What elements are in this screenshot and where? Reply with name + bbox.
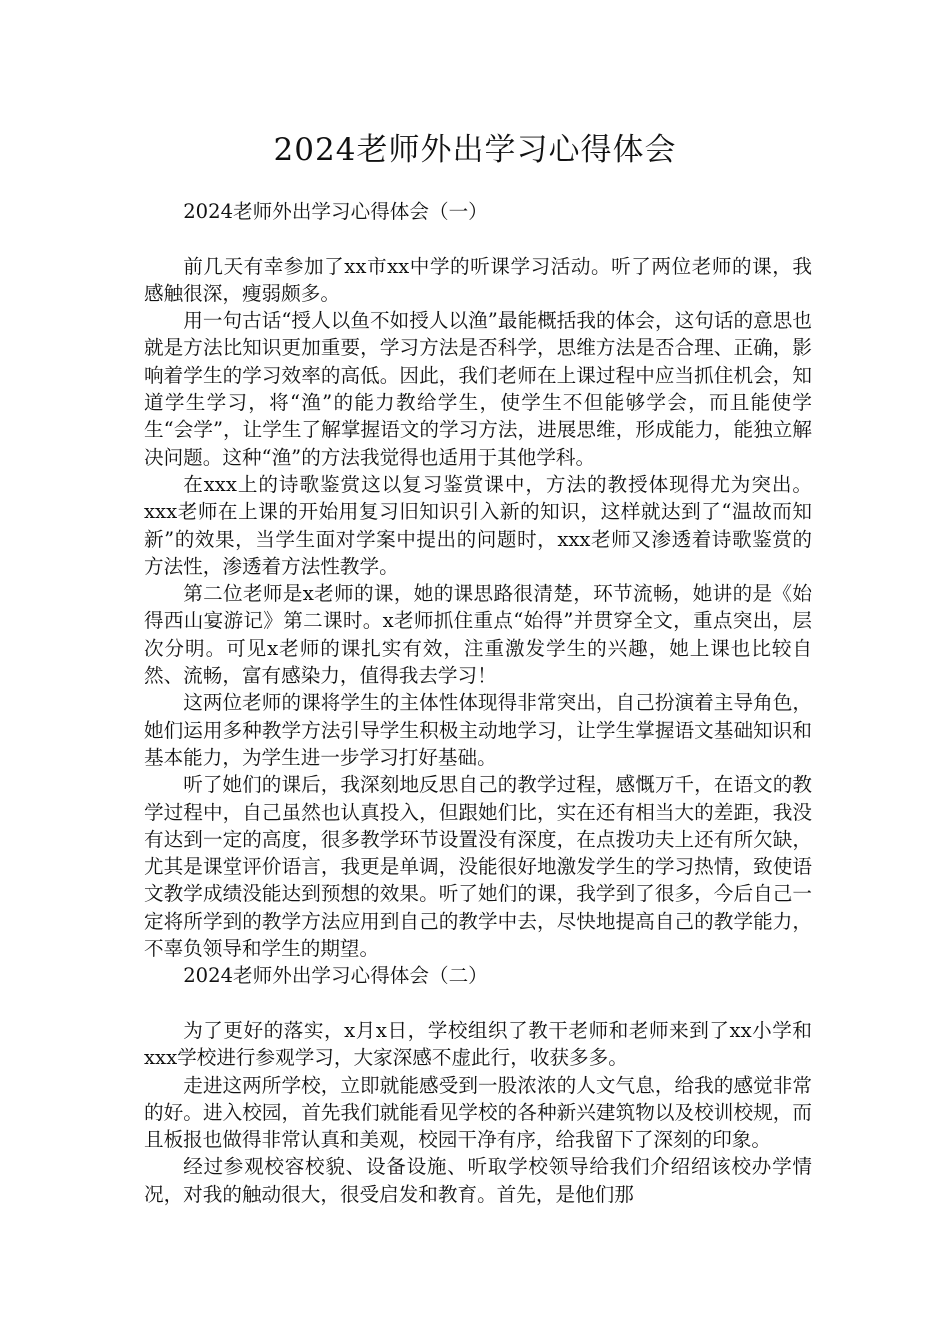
- section-2-paragraph-3: 经过参观校容校貌、设备设施、听取学校领导给我们介绍绍该校办学情况，对我的触动很大，很受启发和教育。首先，是他们那: [144, 1155, 812, 1206]
- section-1-paragraph-6: 听了她们的课后，我深刻地反思自己的教学过程，感慨万千，在语文的教学过程中，自己虽然也认真投入，但跟她们比，实在还有相当大的差距，我没有达到一定的高度，很多教学环节设置没有深度，在点拨功夫上还有所欠缺，尤其是课堂评价语言，我更是单调，没能很好地激发学生的学习热情，致使语文教学成绩没能达到预想的效果。听了她们的课，我学到了很多，今后自己一定将所学到的教学方法应用到自己的教学中去，尽快地提高自己的教学能力，不辜负领导和学生的期望。: [144, 773, 812, 961]
- section-1-heading: 2024老师外出学习心得体会（一）: [183, 200, 488, 223]
- document-title: 2024老师外出学习心得体会: [273, 132, 677, 168]
- section-1-paragraph-5: 这两位老师的课将学生的主体性体现得非常突出，自己扮演着主导角色，她们运用多种教学方法引导学生积极主动地学习，让学生掌握语文基础知识和基本能力，为学生进一步学习打好基础。: [144, 691, 812, 769]
- section-2-heading: 2024老师外出学习心得体会（二）: [183, 964, 488, 988]
- section-1-paragraph-3: 在xxx上的诗歌鉴赏这以复习鉴赏课中，方法的教授体现得尤为突出。xxx老师在上课的开始用复习旧知识引入新的知识，这样就达到了“温故而知新”的效果，当学生面对学案中提出的问题时，xxx老师又渗透着诗歌鉴赏的方法性，渗透着方法性教学。: [144, 472, 812, 578]
- section-1-paragraph-1: 前几天有幸参加了xx市xx中学的听课学习活动。听了两位老师的课，我感触很深，瘦弱颇多。: [144, 254, 812, 305]
- section-1-paragraph-2: 用一句古话“授人以鱼不如授人以渔”最能概括我的体会，这句话的意思也就是方法比知识更加重要，学习方法是否科学，思维方法是否合理、正确，影响着学生的学习效率的高低。因此，我们老师在上课过程中应当抓住机会，知道学生学习，将“渔”的能力教给学生，使学生不但能够学会，而且能使学生“会学”，让学生了解掌握语文的学习方法，进展思维，形成能力，能独立解决问题。这种“渔”的方法我觉得也适用于其他学科。: [144, 309, 812, 469]
- section-2-paragraph-1: 为了更好的落实，x月x日，学校组织了教干老师和老师来到了xx小学和xxx学校进行参观学习，大家深感不虚此行，收获多多。: [144, 1018, 812, 1070]
- section-2-paragraph-2: 走进这两所学校，立即就能感受到一股浓浓的人文气息，给我的感觉非常的好。进入校园，首先我们就能看见学校的各种新兴建筑物以及校训校规，而且板报也做得非常认真和美观，校园干净有序，给我留下了深刻的印象。: [144, 1073, 812, 1152]
- document-body: [144, 198, 812, 1208]
- section-1-paragraph-4: 第二位老师是x老师的课，她的课思路很清楚，环节流畅，她讲的是《始得西山宴游记》第二课时。x老师抓住重点“始得”并贯穿全文，重点突出，层次分明。可见x老师的课扎实有效，注重激发学生的兴趣，她上课也比较自然、流畅，富有感染力，值得我去学习！: [144, 582, 812, 688]
